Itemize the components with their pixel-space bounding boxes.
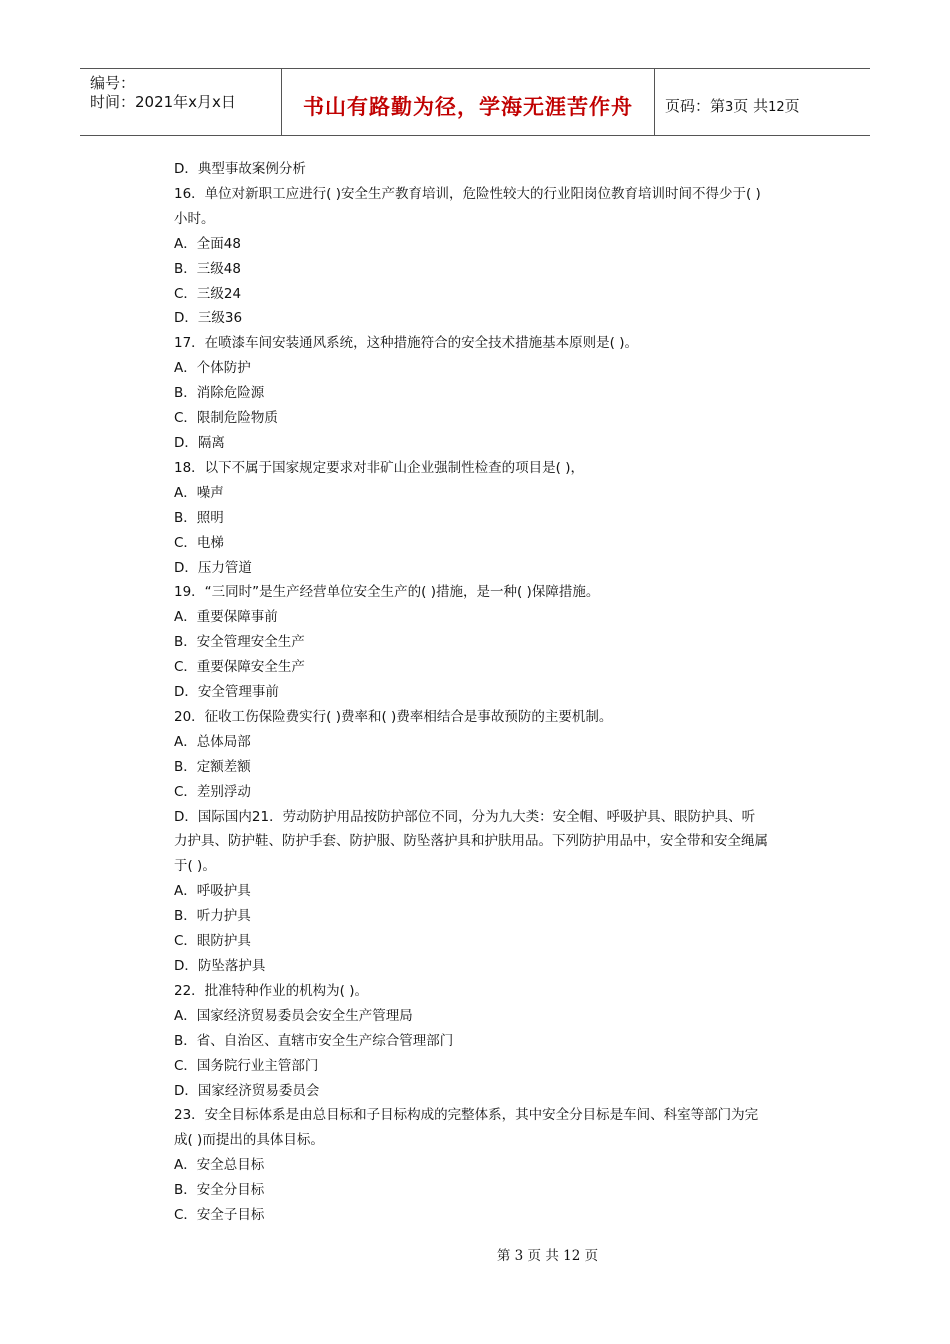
content-line: C．国务院行业主管部门 bbox=[174, 1057, 319, 1074]
content-line: C．重要保障安全生产 bbox=[174, 659, 305, 676]
content-line: D．典型事故案例分析 bbox=[174, 161, 306, 177]
content-line: C．限制危险物质 bbox=[174, 410, 278, 427]
content-line: A．安全总目标 bbox=[174, 1157, 265, 1174]
content-line: 18．以下不属于国家规定要求对非矿山企业强制性检查的项目是( )， bbox=[174, 459, 585, 476]
content-line: D．隔离 bbox=[174, 434, 225, 451]
motto-text: 书山有路勤为径，学海无涯苦作舟 bbox=[303, 95, 633, 119]
date-label: 时间：2021年x月x日 bbox=[90, 93, 236, 111]
content-line: A．个体防护 bbox=[174, 360, 251, 377]
content-line: C．差别浮动 bbox=[174, 783, 251, 800]
header-page-cell bbox=[655, 69, 870, 135]
content-line: B．安全管理安全生产 bbox=[174, 634, 305, 651]
content-line: 小时。 bbox=[174, 210, 215, 227]
page-current: 3 bbox=[725, 100, 734, 115]
page-total: 12 bbox=[768, 100, 785, 115]
content-line: 成( )而提出的具体目标。 bbox=[174, 1132, 324, 1149]
content-line: 20．征收工伤保险费实行( )费率和( )费率相结合是事故预防的主要机制。 bbox=[174, 708, 613, 725]
content-line: 17．在喷漆车间安装通风系统，这种措施符合的安全技术措施基本原则是( )。 bbox=[174, 335, 639, 352]
content-line: A．全面48 bbox=[174, 235, 241, 252]
content-line: B．安全分目标 bbox=[174, 1182, 265, 1199]
content-line: D．三级36 bbox=[174, 310, 243, 327]
content-line: C．眼防护具 bbox=[174, 933, 251, 950]
serial-number-label: 编号： bbox=[90, 74, 136, 92]
content-line: 力护具、防护鞋、防护手套、防护服、防坠落护具和护肤用品。下列防护用品中，安全带和安全绳属 bbox=[174, 833, 768, 850]
content-line: 于( )。 bbox=[174, 858, 216, 875]
header-motto-cell bbox=[282, 69, 655, 135]
content-line: B．定额差额 bbox=[174, 758, 251, 775]
content-line: D．国际国内21．劳动防护用品按防护部位不同，分为九大类：安全帽、呼吸护具、眼防护具、听 bbox=[174, 808, 756, 825]
content-line: 23．安全目标体系是由总目标和子目标构成的完整体系，其中安全分目标是车间、科室等部门为完 bbox=[174, 1107, 759, 1124]
content-line: D．压力管道 bbox=[174, 559, 252, 576]
content-line: 19．“三同时”是生产经营单位安全生产的( )措施，是一种( )保障措施。 bbox=[174, 584, 600, 601]
content-line: B．听力护具 bbox=[174, 908, 251, 925]
content-line: D．防坠落护具 bbox=[174, 958, 266, 974]
header-info-cell bbox=[80, 69, 282, 135]
content-line: C．电梯 bbox=[174, 534, 224, 551]
content-line: B．三级48 bbox=[174, 260, 241, 277]
content-line: A．总体局部 bbox=[174, 733, 251, 750]
content-line: C．三级24 bbox=[174, 285, 242, 302]
page-prefix: 页码：第 bbox=[665, 97, 726, 115]
page-footer: 第 3 页 共 12 页 bbox=[496, 1248, 599, 1264]
content-line: D．国家经济贸易委员会 bbox=[174, 1082, 320, 1099]
content-line: C．安全子目标 bbox=[174, 1207, 265, 1224]
content-line: 22．批准特种作业的机构为( )。 bbox=[174, 982, 369, 999]
content-line: B．省、自治区、直辖市安全生产综合管理部门 bbox=[174, 1032, 454, 1049]
content-line: A．重要保障事前 bbox=[174, 609, 278, 626]
page-mid: 页 共 bbox=[733, 97, 769, 115]
content-line: A．呼吸护具 bbox=[174, 883, 251, 900]
content-line: D．安全管理事前 bbox=[174, 684, 279, 701]
content-line: B．照明 bbox=[174, 509, 224, 526]
content-line: B．消除危险源 bbox=[174, 385, 265, 402]
content-line: A．噪声 bbox=[174, 484, 224, 501]
question-content bbox=[174, 157, 814, 1228]
content-line: 16．单位对新职工应进行( )安全生产教育培训，危险性较大的行业阳岗位教育培训时间不得少于( ) bbox=[174, 185, 761, 202]
content-line: A．国家经济贸易委员会安全生产管理局 bbox=[174, 1007, 413, 1024]
page-header bbox=[80, 68, 870, 136]
page-suffix: 页 bbox=[784, 97, 800, 115]
